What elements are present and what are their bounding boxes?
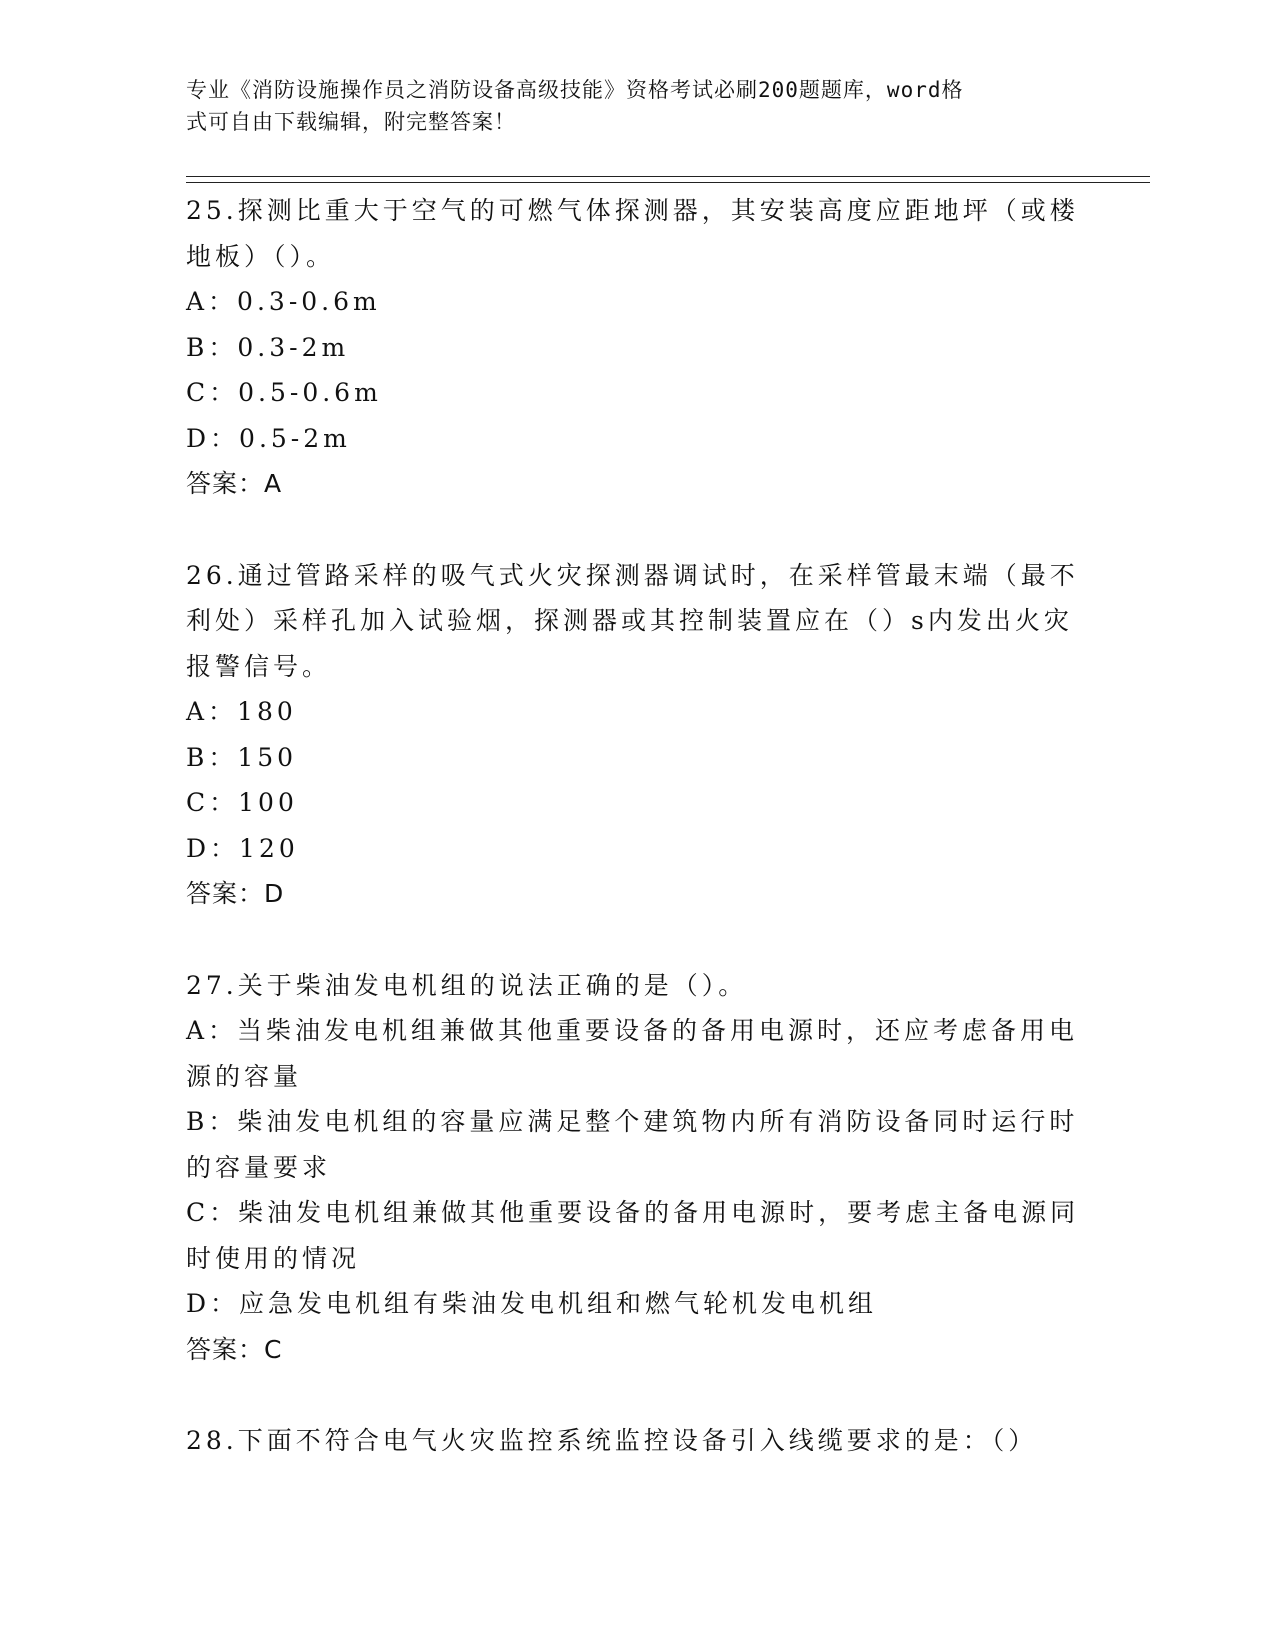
option-b-continued: 的容量要求 [186, 1152, 332, 1182]
question-stem: 28.下面不符合电气火灾监控系统监控设备引入线缆要求的是：（） [186, 1426, 1038, 1455]
question-28 [186, 1418, 1086, 1464]
answer-label: 答案：A [186, 469, 283, 498]
option-a: A：180 [186, 697, 297, 726]
option-c: C：柴油发电机组兼做其他重要设备的备用电源时，要考虑主备电源同 [186, 1198, 1080, 1227]
spacer [186, 917, 1086, 963]
option-d: D：0.5-2m [186, 423, 351, 453]
question-stem: 25.探测比重大于空气的可燃气体探测器，其安装高度应距地坪（或楼 [186, 196, 1079, 225]
answer-label: 答案：D [186, 879, 285, 908]
option-c: C：100 [186, 788, 298, 817]
option-d: D：120 [186, 833, 299, 863]
option-a-continued: 源的容量 [186, 1061, 303, 1091]
option-a: A：当柴油发电机组兼做其他重要设备的备用电源时，还应考虑备用电 [186, 1016, 1079, 1045]
question-stem: 报警信号。 [186, 651, 332, 681]
option-b: B：0.3-2m [186, 332, 350, 362]
question-stem: 26.通过管路采样的吸气式火灾探测器调试时，在采样管最末端（最不 [186, 560, 1079, 590]
question-stem: 27.关于柴油发电机组的说法正确的是（）。 [186, 970, 748, 1000]
header-line-1: 专业《消防设施操作员之消防设备高级技能》资格考试必刷200题题库，word格 [186, 78, 964, 102]
spacer [186, 507, 1086, 553]
option-c: C：0.5-0.6m [186, 378, 382, 407]
spacer [186, 1372, 1086, 1418]
option-a: A：0.3-0.6m [186, 287, 381, 316]
header-divider-bottom [186, 182, 1150, 183]
question-26 [186, 553, 1086, 917]
question-stem: 利处）采样孔加入试验烟，探测器或其控制装置应在（）s内发出火灾 [186, 606, 1073, 635]
option-c-continued: 时使用的情况 [186, 1243, 361, 1273]
option-b: B：150 [186, 742, 298, 772]
question-27 [186, 963, 1086, 1373]
document-header [186, 74, 1066, 138]
header-divider-top [186, 176, 1150, 177]
question-list [186, 188, 1086, 1464]
header-line-2: 式可自由下载编辑，附完整答案！ [186, 110, 516, 134]
question-25 [186, 188, 1086, 507]
question-stem: 地板）（）。 [186, 241, 336, 271]
option-b: B：柴油发电机组的容量应满足整个建筑物内所有消防设备同时运行时 [186, 1107, 1079, 1136]
answer-label: 答案：C [186, 1334, 283, 1364]
option-d: D：应急发电机组有柴油发电机组和燃气轮机发电机组 [186, 1289, 878, 1318]
